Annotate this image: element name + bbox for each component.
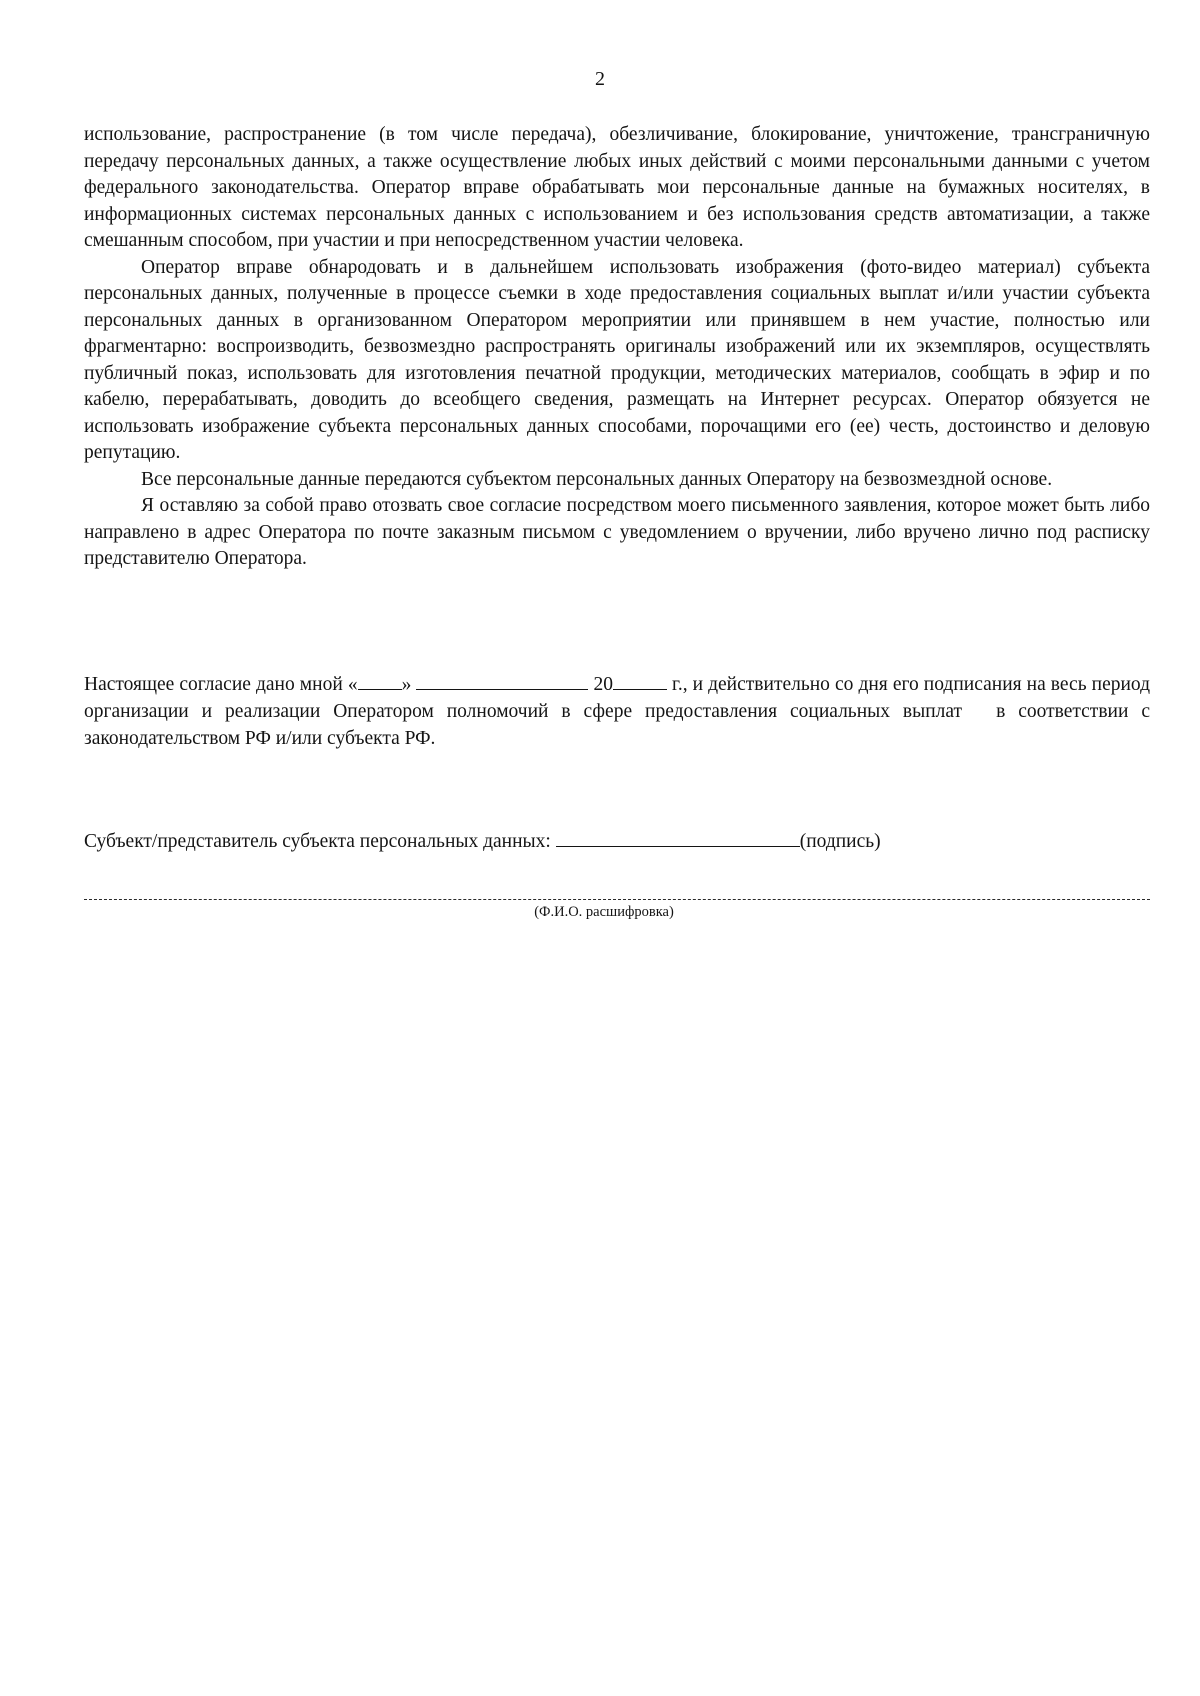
signature-hint: (подпись) <box>799 831 881 852</box>
consent-suffix: г., и действительно со дня его подписания на весь период организации и реализации Оператором полномочий в сфере предоставления социальных выплат <box>84 674 1151 722</box>
consent-suffix-tail: в соответствии с законодательством РФ и/или субъекта РФ. <box>84 701 1150 749</box>
paragraph-free-transfer: Все персональные данные передаются субъектом персональных данных Оператору на безвозмездной основе. <box>141 468 1053 490</box>
page-number: 2 <box>595 68 605 90</box>
document-body <box>84 122 1150 573</box>
signature-label: Субъект/представитель субъекта персональных данных: <box>84 831 551 852</box>
paragraph-revocation: Я оставляю за собой право отозвать свое согласие посредством моего письменного заявления, которое может быть либо направлено в адрес Оператора по почте заказным письмом с уведомлением о вручении, либо вручено лично под расписку представителю Оператора. <box>84 495 1150 569</box>
signature-row <box>84 828 1150 853</box>
paragraph-processing: использование, распространение (в том числе передача), обезличивание, блокирование, уничтожение, трансграничную передачу персональных данных, а также осуществление любых иных действий с моими персональными данными с учетом федерального законодательства. Оператор вправе обрабатывать мои персональные данные на бумажных носителях, в информационных системах персональных данных с использованием и без использования средств автоматизации, а также смешанным способом, при участии и при непосредственном участии человека. <box>84 124 1150 251</box>
fio-blank-field[interactable] <box>84 899 1150 900</box>
paragraph-images: Оператор вправе обнародовать и в дальнейшем использовать изображения (фото-видео материал) субъекта персональных данных, полученные в процессе съемки в ходе предоставления социальных выплат и/или участии субъекта персональных данных в организованном Оператором мероприятии или принявшем в нем участие, полностью или фрагментарно: воспроизводить, безвозмездно распространять оригиналы изображений или их экземпляров, осуществлять публичный показ, использовать для изготовления печатной продукции, методических материалов, сообщать в эфир и по кабелю, перерабатывать, доводить до всеобщего сведения, размещать на Интернет ресурсах. Оператор обязуется не использовать изображение субъекта персональных данных способами, порочащими его (ее) честь, достоинство и деловую репутацию. <box>84 256 1150 463</box>
consent-prefix: Настоящее согласие дано мной « <box>84 674 358 695</box>
month-blank-field[interactable] <box>416 671 588 690</box>
consent-quote-close: » <box>401 674 412 695</box>
year-prefix: 20 <box>593 674 613 695</box>
signature-blank-field[interactable] <box>556 828 800 847</box>
fio-caption: (Ф.И.О. расшифровка) <box>534 904 674 920</box>
day-blank-field[interactable] <box>358 671 402 690</box>
consent-statement <box>84 671 1150 752</box>
year-blank-field[interactable] <box>613 671 667 690</box>
